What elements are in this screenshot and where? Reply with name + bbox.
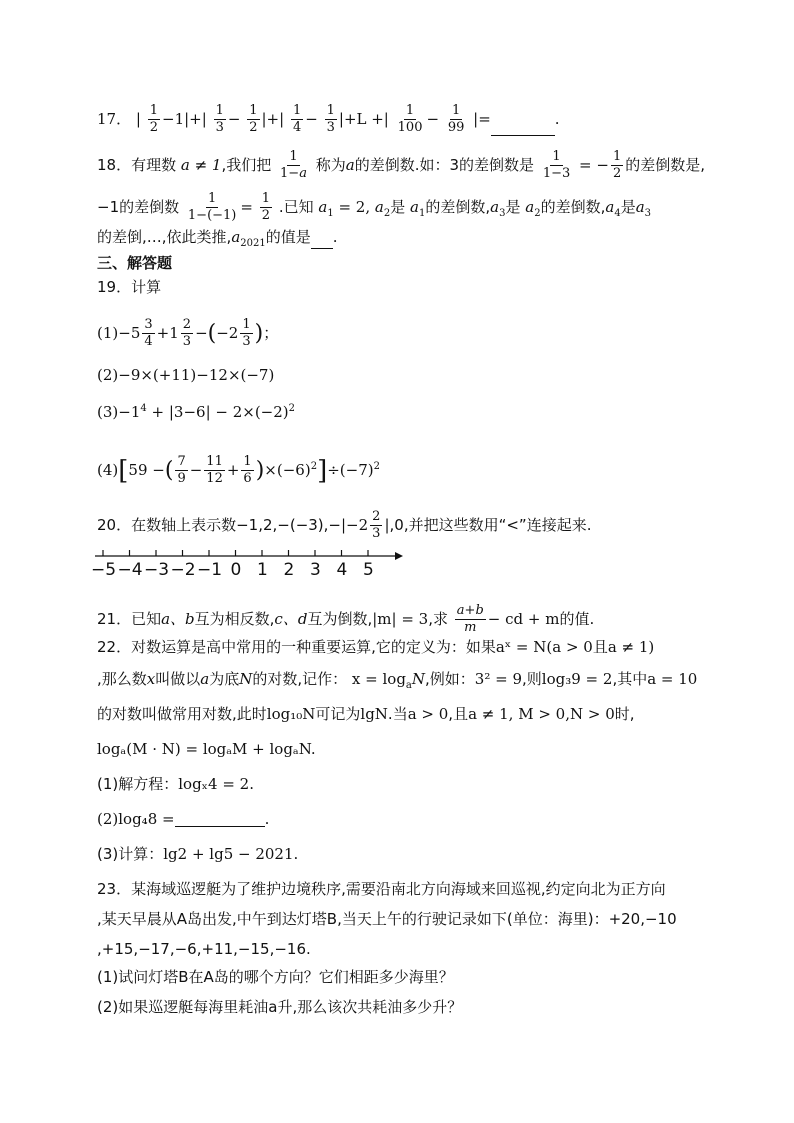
- question-22-sub1: (1)解方程：logₓ4 = 2.: [97, 775, 254, 793]
- number-line-tick-label: 2: [283, 560, 295, 580]
- answer-blank[interactable]: [491, 135, 555, 136]
- question-17: 17． | $\frac{1}{2}$ −1|+| $\frac{1}{3}$ − $\frac{1}{2}$ |+| $\frac{1}{4}$ − $\frac{1}{3}$ |+L +| $\frac{1}{100}$ − $\frac{1}{99}$ |= .: [97, 103, 560, 136]
- question-number: 17．: [97, 109, 132, 128]
- number-line-tick-label: 4: [336, 560, 348, 580]
- answer-blank[interactable]: [311, 248, 333, 249]
- answer-blank[interactable]: [175, 826, 265, 827]
- arrow-icon: [395, 552, 403, 560]
- number-line-tick-label: 3: [310, 560, 321, 580]
- number-line-tick-label: 5: [363, 560, 374, 580]
- number-line-tick-label: −5: [91, 560, 117, 580]
- question-22-sub2: (2)log₄8 = .: [97, 810, 270, 828]
- question-21: 21．已知a、b互为相反数,c、d互为倒数,|m| = 3,求 $\frac{a+b}{m}$ − cd + m的值.: [97, 603, 595, 636]
- question-23-line1: 23．某海域巡逻艇为了维护边境秩序,需要沿南北方向海域来回巡视,约定向北为正方向: [97, 880, 666, 898]
- question-18-line1: 18．有理数 a ≠ 1,我们把 $\frac{1}{1-a}$ 称为a的差倒数.如：3的差倒数是 $\frac{1}{1-3}$ = − $\frac{1}{2}$ 的差倒数是,: [97, 149, 706, 182]
- question-23-line3: ,+15,−17,−6,+11,−15,−16.: [97, 940, 311, 958]
- question-19-part2: (2)−9×(+11)−12×(−7): [97, 366, 275, 384]
- question-23-sub2: (2)如果巡逻艇每海里耗油a升,那么该次共耗油多少升？: [97, 998, 463, 1016]
- question-19-title: 19．计算: [97, 278, 162, 296]
- number-line-tick-label: −3: [144, 560, 170, 580]
- question-19-part4: (4)[59 −( $\frac{7}{9}$ − $\frac{11}{12}$ + $\frac{1}{6}$ )$\times(-6)^2]\div(-7)^2$: [97, 454, 380, 487]
- number-line-tick-label: −4: [117, 560, 143, 580]
- question-22-line3: 的对数叫做常用对数,此时log₁₀N可记为lgN.当a > 0,且a ≠ 1, M > 0,N > 0时,: [97, 705, 635, 723]
- question-22-line1: 22．对数运算是高中常用的一种重要运算,它的定义为：如果aˣ = N(a > 0且a ≠ 1): [97, 638, 655, 656]
- question-23-line2: ,某天早晨从A岛出发,中午到达灯塔B,当天上午的行驶记录如下(单位：海里)：+20,−10: [97, 910, 677, 928]
- number-line-tick-label: 1: [257, 560, 268, 580]
- question-20: 20．在数轴上表示数−1,2,−(−3),−|−2 $\frac{2}{3}$ |,0,并把这些数用“<”连接起来.: [97, 509, 592, 542]
- question-18-line3: 的差倒,…,依此类推$,a_{2021}$的值是 .: [97, 228, 338, 249]
- question-18-line2: −1的差倒数 $\frac{1}{1-(-1)}$ = $\frac{1}{2}$ .已知 $a_1 = 2$, $a_2$是 $a_1$的差倒数$,a_3$是 $a_2$的差倒数$,a_4$是$a_3$: [97, 191, 652, 224]
- number-line-tick-label: −1: [197, 560, 223, 580]
- question-22-line4: logₐ(M · N) = logₐM + logₐN.: [97, 740, 316, 758]
- question-22-sub3: (3)计算：lg2 + lg5 − 2021.: [97, 845, 299, 863]
- number-line-tick-label: −2: [170, 560, 196, 580]
- question-19-part1: (1)−5 $\frac{3}{4}$ +1 $\frac{2}{3}$ −(−2 $\frac{1}{3}$ )；: [97, 317, 279, 350]
- question-23-sub1: (1)试问灯塔B在A岛的哪个方向？它们相距多少海里？: [97, 968, 454, 986]
- question-22-line2: ,那么数x叫做以a为底N的对数,记作： $x = \log_aN$,例如：3² = 9,则log₃9 = 2,其中a = 10: [97, 670, 698, 691]
- number-line-tick-label: 0: [230, 560, 242, 580]
- section-heading: 三、解答题: [97, 254, 173, 272]
- question-19-part3: $(3)-1^4 + |3-6| - 2\times(-2)^2$: [97, 403, 296, 421]
